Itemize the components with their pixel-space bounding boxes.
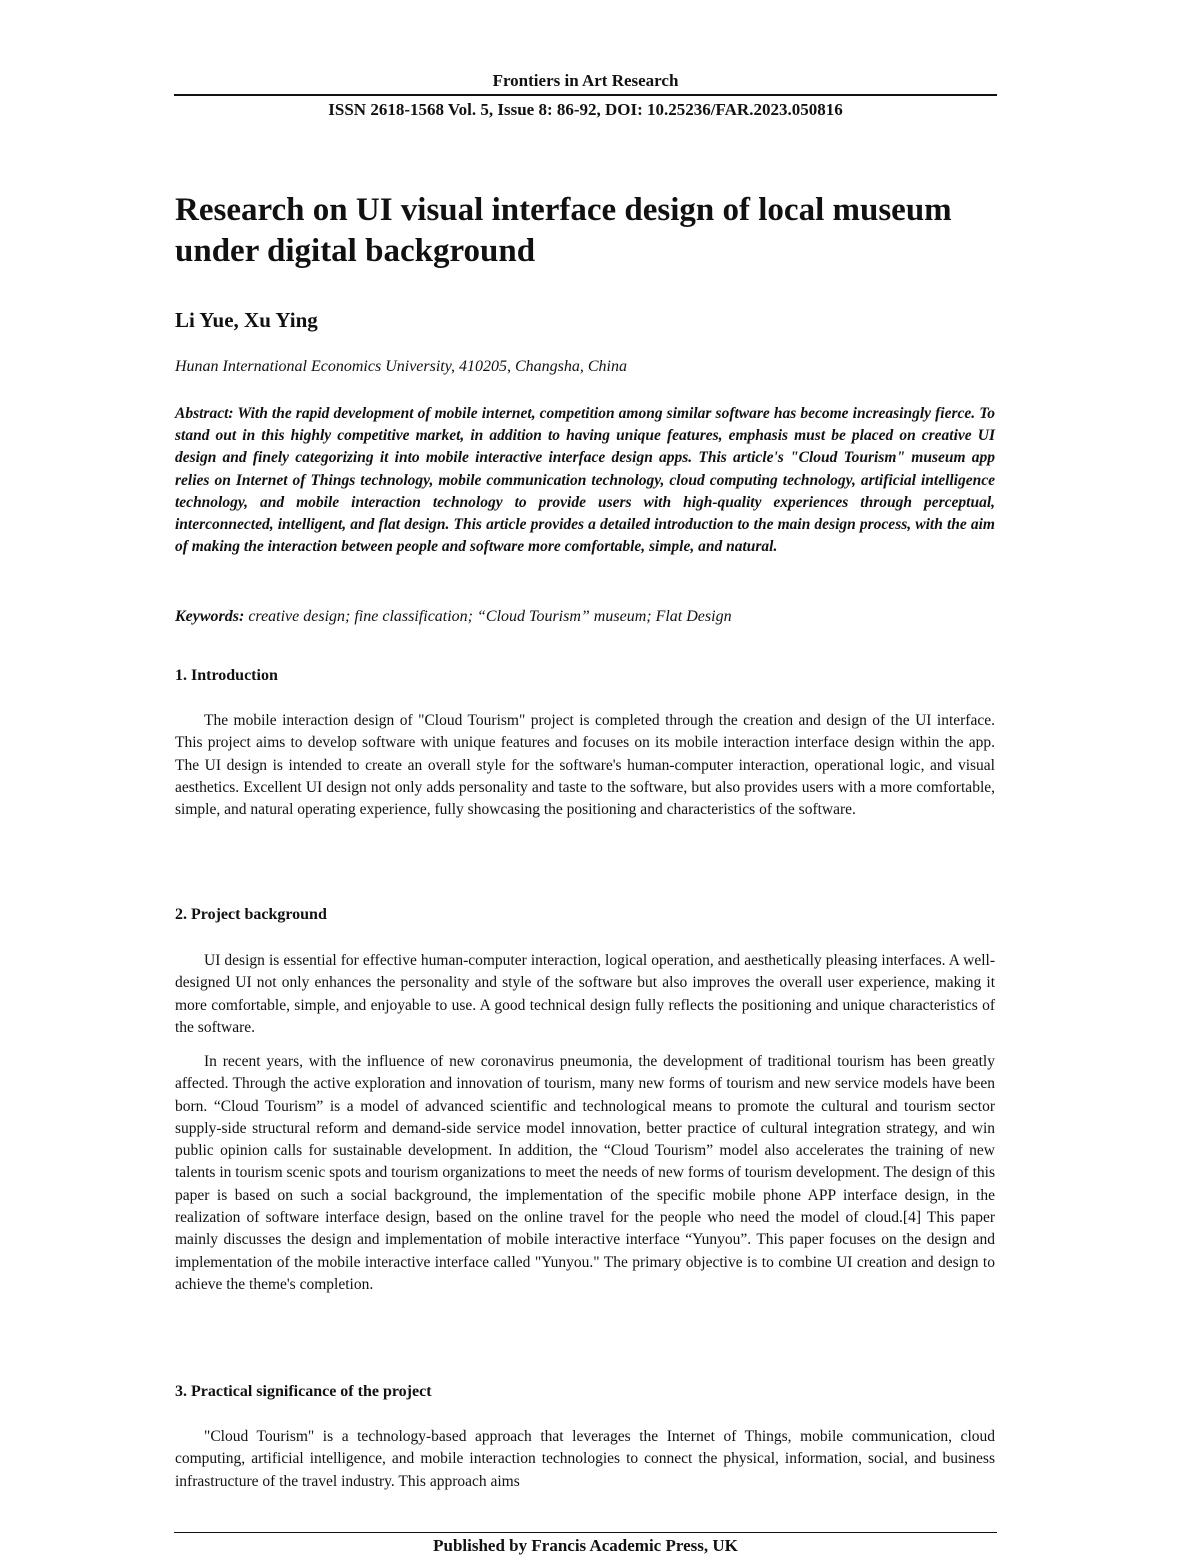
header-rule [174,94,997,96]
paper-title: Research on UI visual interface design of local museum under digital background [175,192,952,269]
abstract-text: With the rapid development of mobile internet, competition among similar software has become increasingly fierce. To stand out in this highly competitive market, in addition to having unique features, emphasis must be placed on creative UI design and finely categorizing it into mobile interactive interface design apps. This article's "Cloud Tourism" museum app relies on Internet of Things technology, mobile communication technology, cloud computing technology, artificial intelligence technology, and mobile interaction technology to provide users with high-quality experiences through perceptual, interconnected, intelligent, and flat design. This article provides a detailed introduction to the main design process, with the aim of making the interaction between people and software more comfortable, simple, and natural. [175,405,995,556]
section-heading-introduction: 1. Introduction [175,667,278,684]
affiliation: Hunan International Economics University, 410205, Changsha, China [175,358,627,375]
section-heading-practical-significance: 3. Practical significance of the project [175,1383,432,1400]
issn-line: ISSN 2618-1568 Vol. 5, Issue 8: 86-92, DOI: 10.25236/FAR.2023.050816 [328,100,843,119]
paragraph-practical-significance: "Cloud Tourism" is a technology-based approach that leverages the Internet of Things, mobile communication, cloud computing, artificial intelligence, and mobile interaction technologies to connect the physical, information, social, and business infrastructure of the travel industry. This approach aims [175,1428,995,1490]
running-header [174,70,997,121]
section-heading-project-background: 2. Project background [175,906,327,923]
journal-name: Frontiers in Art Research [492,71,679,90]
authors: Li Yue, Xu Ying [175,308,318,332]
keywords-label: Keywords: [175,608,245,625]
keywords [175,606,995,628]
paragraph-introduction: The mobile interaction design of "Cloud Tourism" project is completed through the creation and design of the UI interface. This project aims to develop software with unique features and focuses on its mobile interaction interface design within the app. The UI design is intended to create an overall style for the software's human-computer interaction, operational logic, and visual aesthetics. Excellent UI design not only adds personality and taste to the software, but also provides users with a more comfortable, simple, and natural operating experience, fully showcasing the positioning and characteristics of the software. [175,712,995,819]
keywords-text: creative design; fine classification; “Cloud Tourism” museum; Flat Design [248,608,732,625]
paragraph-background-1: UI design is essential for effective human-computer interaction, logical operation, and aesthetically pleasing interfaces. A well-designed UI not only enhances the personality and style of the software but also improves the overall user experience, making it more comfortable, simple, and enjoyable to use. A good technical design fully reflects the positioning and unique characteristics of the software. [175,952,995,1036]
running-footer [174,1532,997,1557]
paragraph-background-2: In recent years, with the influence of new coronavirus pneumonia, the development of traditional tourism has been greatly affected. Through the active exploration and innovation of tourism, many new forms of tourism and new service models have been born. “Cloud Tourism” is a model of advanced scientific and technological means to promote the cultural and tourism sector supply-side structural reform and demand-side service model innovation, better practice of cultural integration strategy, and win public opinion calls for sustainable development. In addition, the “Cloud Tourism” model also accelerates the training of new talents in tourism scenic spots and tourism organizations to meet the needs of new forms of tourism development. The design of this paper is based on such a social background, the implementation of the specific mobile phone APP interface design, in the realization of software interface design, based on the online travel for the people who need the model of cloud.[4] This paper mainly discusses the design and implementation of mobile interactive interface “Yunyou”. This paper focuses on the design and implementation of the mobile interactive interface called "Yunyou." The primary objective is to combine UI creation and design to achieve the theme's completion. [175,1053,995,1293]
footer-rule [174,1532,997,1533]
publisher: Published by Francis Academic Press, UK [433,1536,738,1555]
abstract [175,403,995,558]
abstract-label: Abstract: [175,405,234,422]
